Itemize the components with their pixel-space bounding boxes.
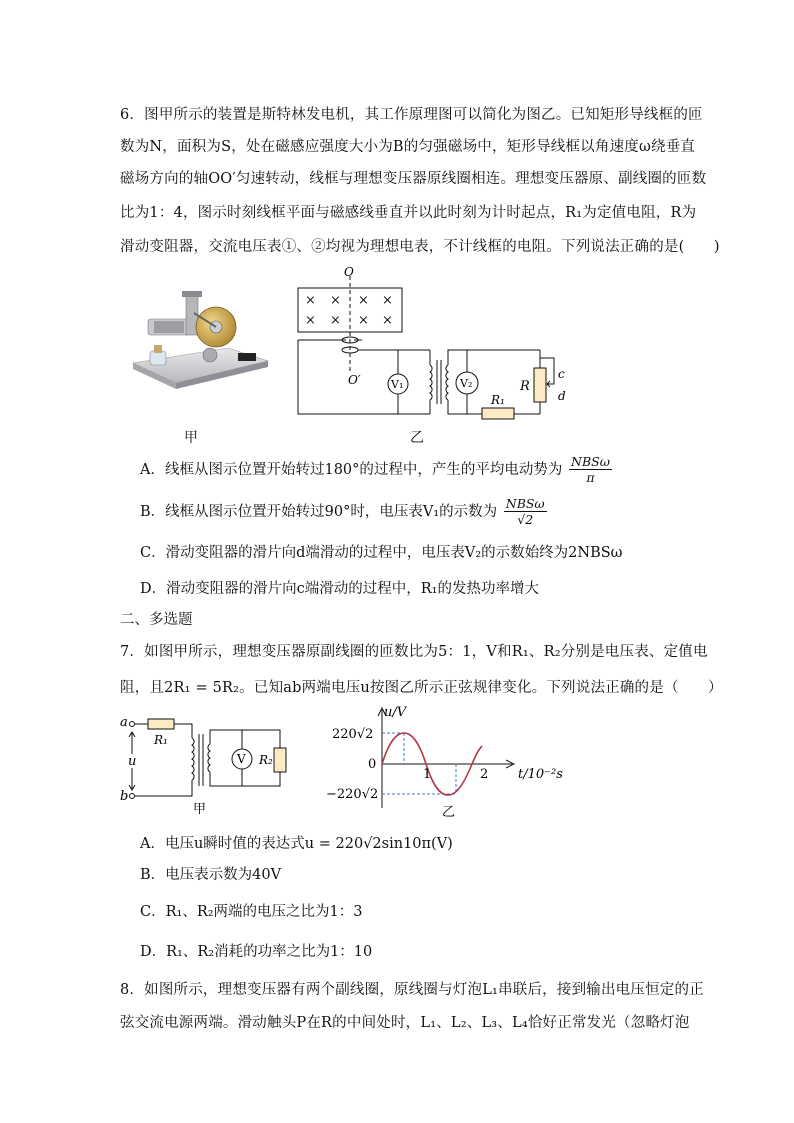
q8-line-2: 弦交流电源两端。滑动触头P在R的中间处时，L₁、L₂、L₃、L₄恰好正常发光（忽略灯泡 <box>120 1015 690 1031</box>
v1-label: V₁ <box>391 378 404 391</box>
q7-option-b: B．电压表示数为40V <box>140 867 282 883</box>
q6-option-d: D．滑动变阻器的滑片向c端滑动的过程中，R₁的发热功率增大 <box>140 581 539 597</box>
q8-line-1: 8．如图所示，理想变压器有两个副线圈，原线圈与灯泡L₁串联后，接到输出电压恒定的正 <box>120 982 704 998</box>
q6-option-b-denominator: √2 <box>517 512 534 527</box>
voltmeter-label: V <box>237 752 246 766</box>
svg-text:×: × <box>382 293 393 308</box>
magnetic-field-crosses <box>305 293 393 328</box>
q6-option-b <box>140 496 547 528</box>
q7-option-d: D．R₁、R₂消耗的功率之比为1：10 <box>140 944 373 960</box>
graph-origin-label: 0 <box>368 757 377 772</box>
terminal-c-label: c <box>558 367 565 381</box>
svg-text:×: × <box>305 313 316 328</box>
axis-o-label: O <box>344 265 354 279</box>
fig6-yi-label: 乙 <box>410 430 424 446</box>
terminal-b-label: b <box>120 789 129 804</box>
graph-tick-1: 1 <box>423 767 432 782</box>
q6-option-a <box>140 454 612 486</box>
q6-option-b-text: B．线框从图示位置开始转过90°时，电压表V₁的示数为 <box>140 504 498 520</box>
q7-option-c: C．R₁、R₂两端的电压之比为1：3 <box>140 904 363 920</box>
q6-option-b-fraction <box>504 496 547 528</box>
svg-text:×: × <box>358 313 369 328</box>
graph-xlabel: t/10⁻²s <box>518 767 563 782</box>
q6-option-c: C．滑动变阻器的滑片向d端滑动的过程中，电压表V₂的示数始终为2NBSω <box>140 545 623 561</box>
q6-option-b-numerator: NBSω <box>505 496 545 511</box>
svg-text:×: × <box>382 313 393 328</box>
q6-option-a-denominator: π <box>586 470 595 485</box>
q6-option-a-numerator: NBSω <box>571 454 610 469</box>
q6-option-a-fraction <box>569 454 612 486</box>
rheostat-r-label: R <box>520 379 530 394</box>
r2-resistor-label: R₂ <box>259 753 273 767</box>
q7-voltage-graph <box>322 700 563 822</box>
fig6-jia-label: 甲 <box>184 430 198 446</box>
q7-circuit-diagram <box>118 712 300 818</box>
axis-o-prime-label: O′ <box>348 373 361 387</box>
section-heading-multi-choice: 二、多选题 <box>120 612 193 628</box>
q6-line-2: 数为N，面积为S，处在磁感应强度大小为B的匀强磁场中，矩形导线框以角速度ω绕垂直 <box>120 139 696 155</box>
svg-text:×: × <box>330 313 341 328</box>
stirling-generator-photo <box>128 283 276 405</box>
fig7-jia-label: 甲 <box>193 802 207 817</box>
q7-line-2: 阻，且2R₁ = 5R₂。已知ab两端电压u按图乙所示正弦规律变化。下列说法正确的是（ ） <box>120 680 723 696</box>
q6-line-1: 6．图甲所示的装置是斯特林发电机，其工作原理图可以简化为图乙。已知矩形导线框的匝 <box>120 107 703 123</box>
graph-tick-2: 2 <box>480 767 489 782</box>
r1-resistor-label: R₁ <box>154 733 168 747</box>
q7-option-a: A．电压u瞬时值的表达式u = 220√2sin10π(V) <box>140 836 453 852</box>
q6-line-4: 比为1：4，图示时刻线框平面与磁感线垂直并以此时刻为计时起点，R₁为定值电阻，R为 <box>120 205 697 221</box>
terminal-d-label: d <box>558 389 566 403</box>
q6-line-3: 磁场方向的轴OO′匀速转动，线框与理想变压器原线圈相连。理想变压器原、副线圈的匝数 <box>120 171 707 187</box>
svg-text:×: × <box>305 293 316 308</box>
terminal-a-label: a <box>120 715 128 730</box>
graph-ylabel: u/V <box>384 705 407 720</box>
svg-text:×: × <box>358 293 369 308</box>
fig7-yi-label: 乙 <box>442 805 456 820</box>
q6-option-a-text: A．线框从图示位置开始转过180°的过程中，产生的平均电动势为 <box>140 462 563 478</box>
q6-line-5: 滑动变阻器，交流电压表①、②均视为理想电表，不计线框的电阻。下列说法正确的是( ) <box>120 239 720 255</box>
v2-label: V₂ <box>460 377 473 390</box>
q6-circuit-diagram <box>290 262 580 422</box>
r1-label: R₁ <box>491 393 505 407</box>
voltage-u-label: u <box>128 754 137 769</box>
q7-line-1: 7．如图甲所示，理想变压器原副线圈的匝数比为5：1，V和R₁、R₂分别是电压表、定值电 <box>120 644 708 660</box>
graph-ymax-label: 220√2 <box>332 727 374 742</box>
graph-ymin-label: −220√2 <box>326 787 379 802</box>
svg-text:×: × <box>330 293 341 308</box>
